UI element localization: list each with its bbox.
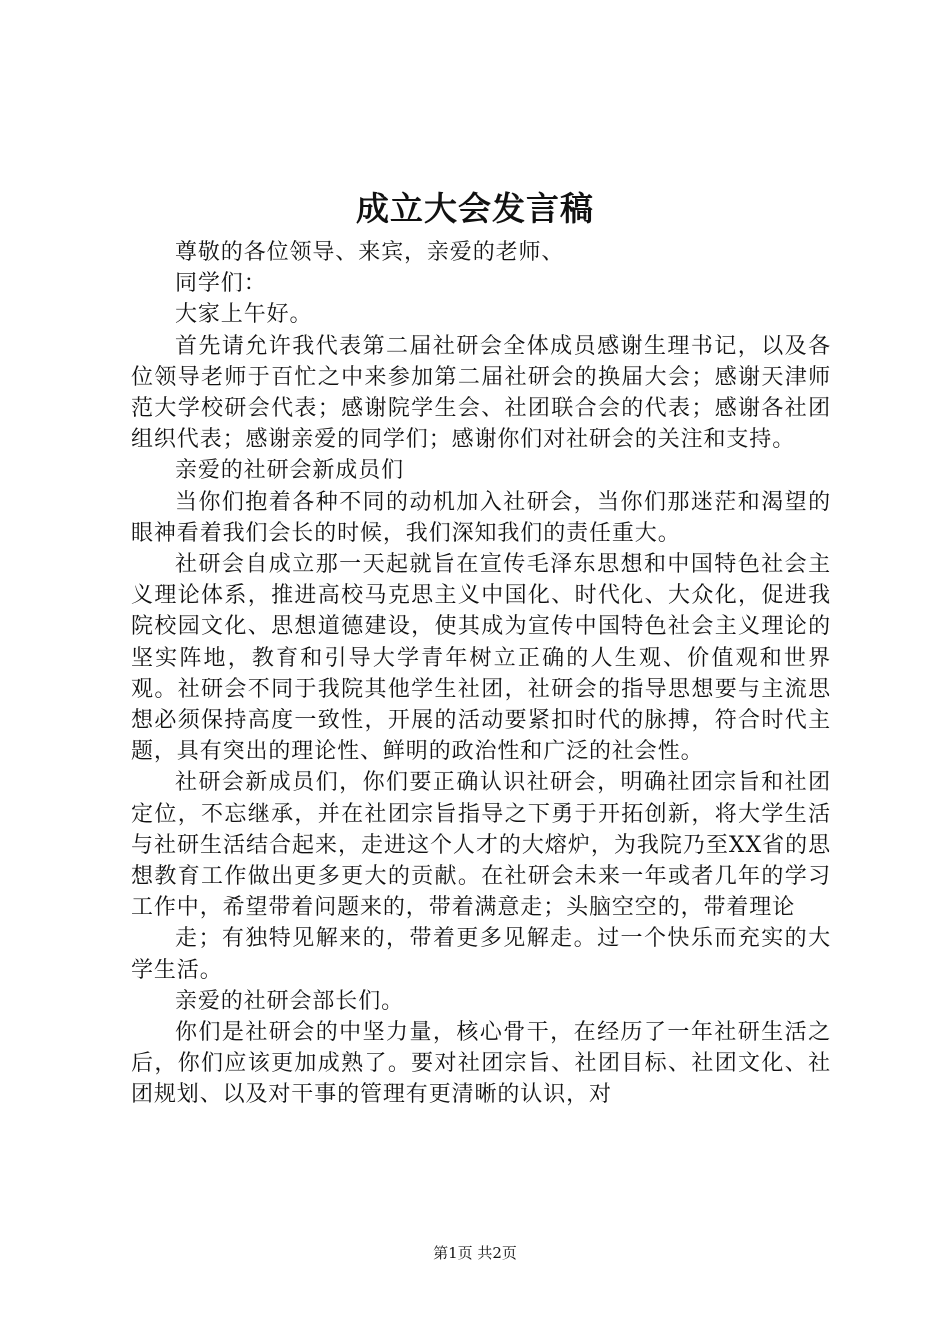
paragraph-new-members-heading: 亲爱的社研会新成员们 bbox=[175, 458, 405, 484]
page-footer: 第1页 共2页 bbox=[433, 1244, 517, 1262]
paragraph-purpose: 社研会自成立那一天起就旨在宣传毛泽东思想和中国特色社会主义理论体系，推进高校马克思主义中国化、时代化、大众化，促进我院校园文化、思想道德建设，使其成为宣传中国特色社会主义理论的坚实阵地，教育和引导大学青年树立正确的人生观、价值观和世界观。社研会不同于我院其他学生社团，社研会的指导思想要与主流思想必须保持高度一致性，开展的活动要紧扣时代的脉搏，符合时代主题，具有突出的理论性、鲜明的政治性和广泛的社会性。 bbox=[131, 552, 831, 765]
paragraph-expectations: 社研会新成员们，你们要正确认识社研会，明确社团宗旨和社团定位，不忘继承，并在社团宗旨指导之下勇于开拓创新，将大学生活与社研生活结合起来，走进这个人才的大熔炉，为我院乃至XX省的思想教育工作做出更多更大的贡献。在社研会未来一年或者几年的学习工作中，希望带着问题来的，带着满意走；头脑空空的，带着理论 bbox=[131, 770, 831, 921]
paragraph-expectations-cont: 走；有独特见解来的，带着更多见解走。过一个快乐而充实的大学生活。 bbox=[131, 926, 831, 983]
document-title: 成立大会发言稿 bbox=[356, 189, 594, 228]
paragraph-good-morning: 大家上午好。 bbox=[175, 302, 313, 328]
paragraph-thanks: 首先请允许我代表第二届社研会全体成员感谢生理书记，以及各位领导老师于百忙之中来参加第二届社研会的换届大会；感谢天津师范大学校研会代表；感谢院学生会、社团联合会的代表；感谢各社团组织代表；感谢亲爱的同学们；感谢你们对社研会的关注和支持。 bbox=[131, 333, 831, 453]
paragraph-greeting: 尊敬的各位领导、来宾，亲爱的老师、 bbox=[175, 240, 565, 265]
document-body bbox=[131, 237, 831, 1111]
paragraph-greeting-cont: 同学们： bbox=[175, 271, 267, 297]
paragraph-ministers: 你们是社研会的中坚力量，核心骨干，在经历了一年社研生活之后，你们应该更加成熟了。要对社团宗旨、社团目标、社团文化、社团规划、以及对干事的管理有更清晰的认识，对 bbox=[131, 1020, 831, 1108]
paragraph-responsibility: 当你们抱着各种不同的动机加入社研会，当你们那迷茫和渴望的眼神看着我们会长的时候，我们深知我们的责任重大。 bbox=[131, 489, 831, 546]
paragraph-ministers-heading: 亲爱的社研会部长们。 bbox=[175, 988, 405, 1014]
